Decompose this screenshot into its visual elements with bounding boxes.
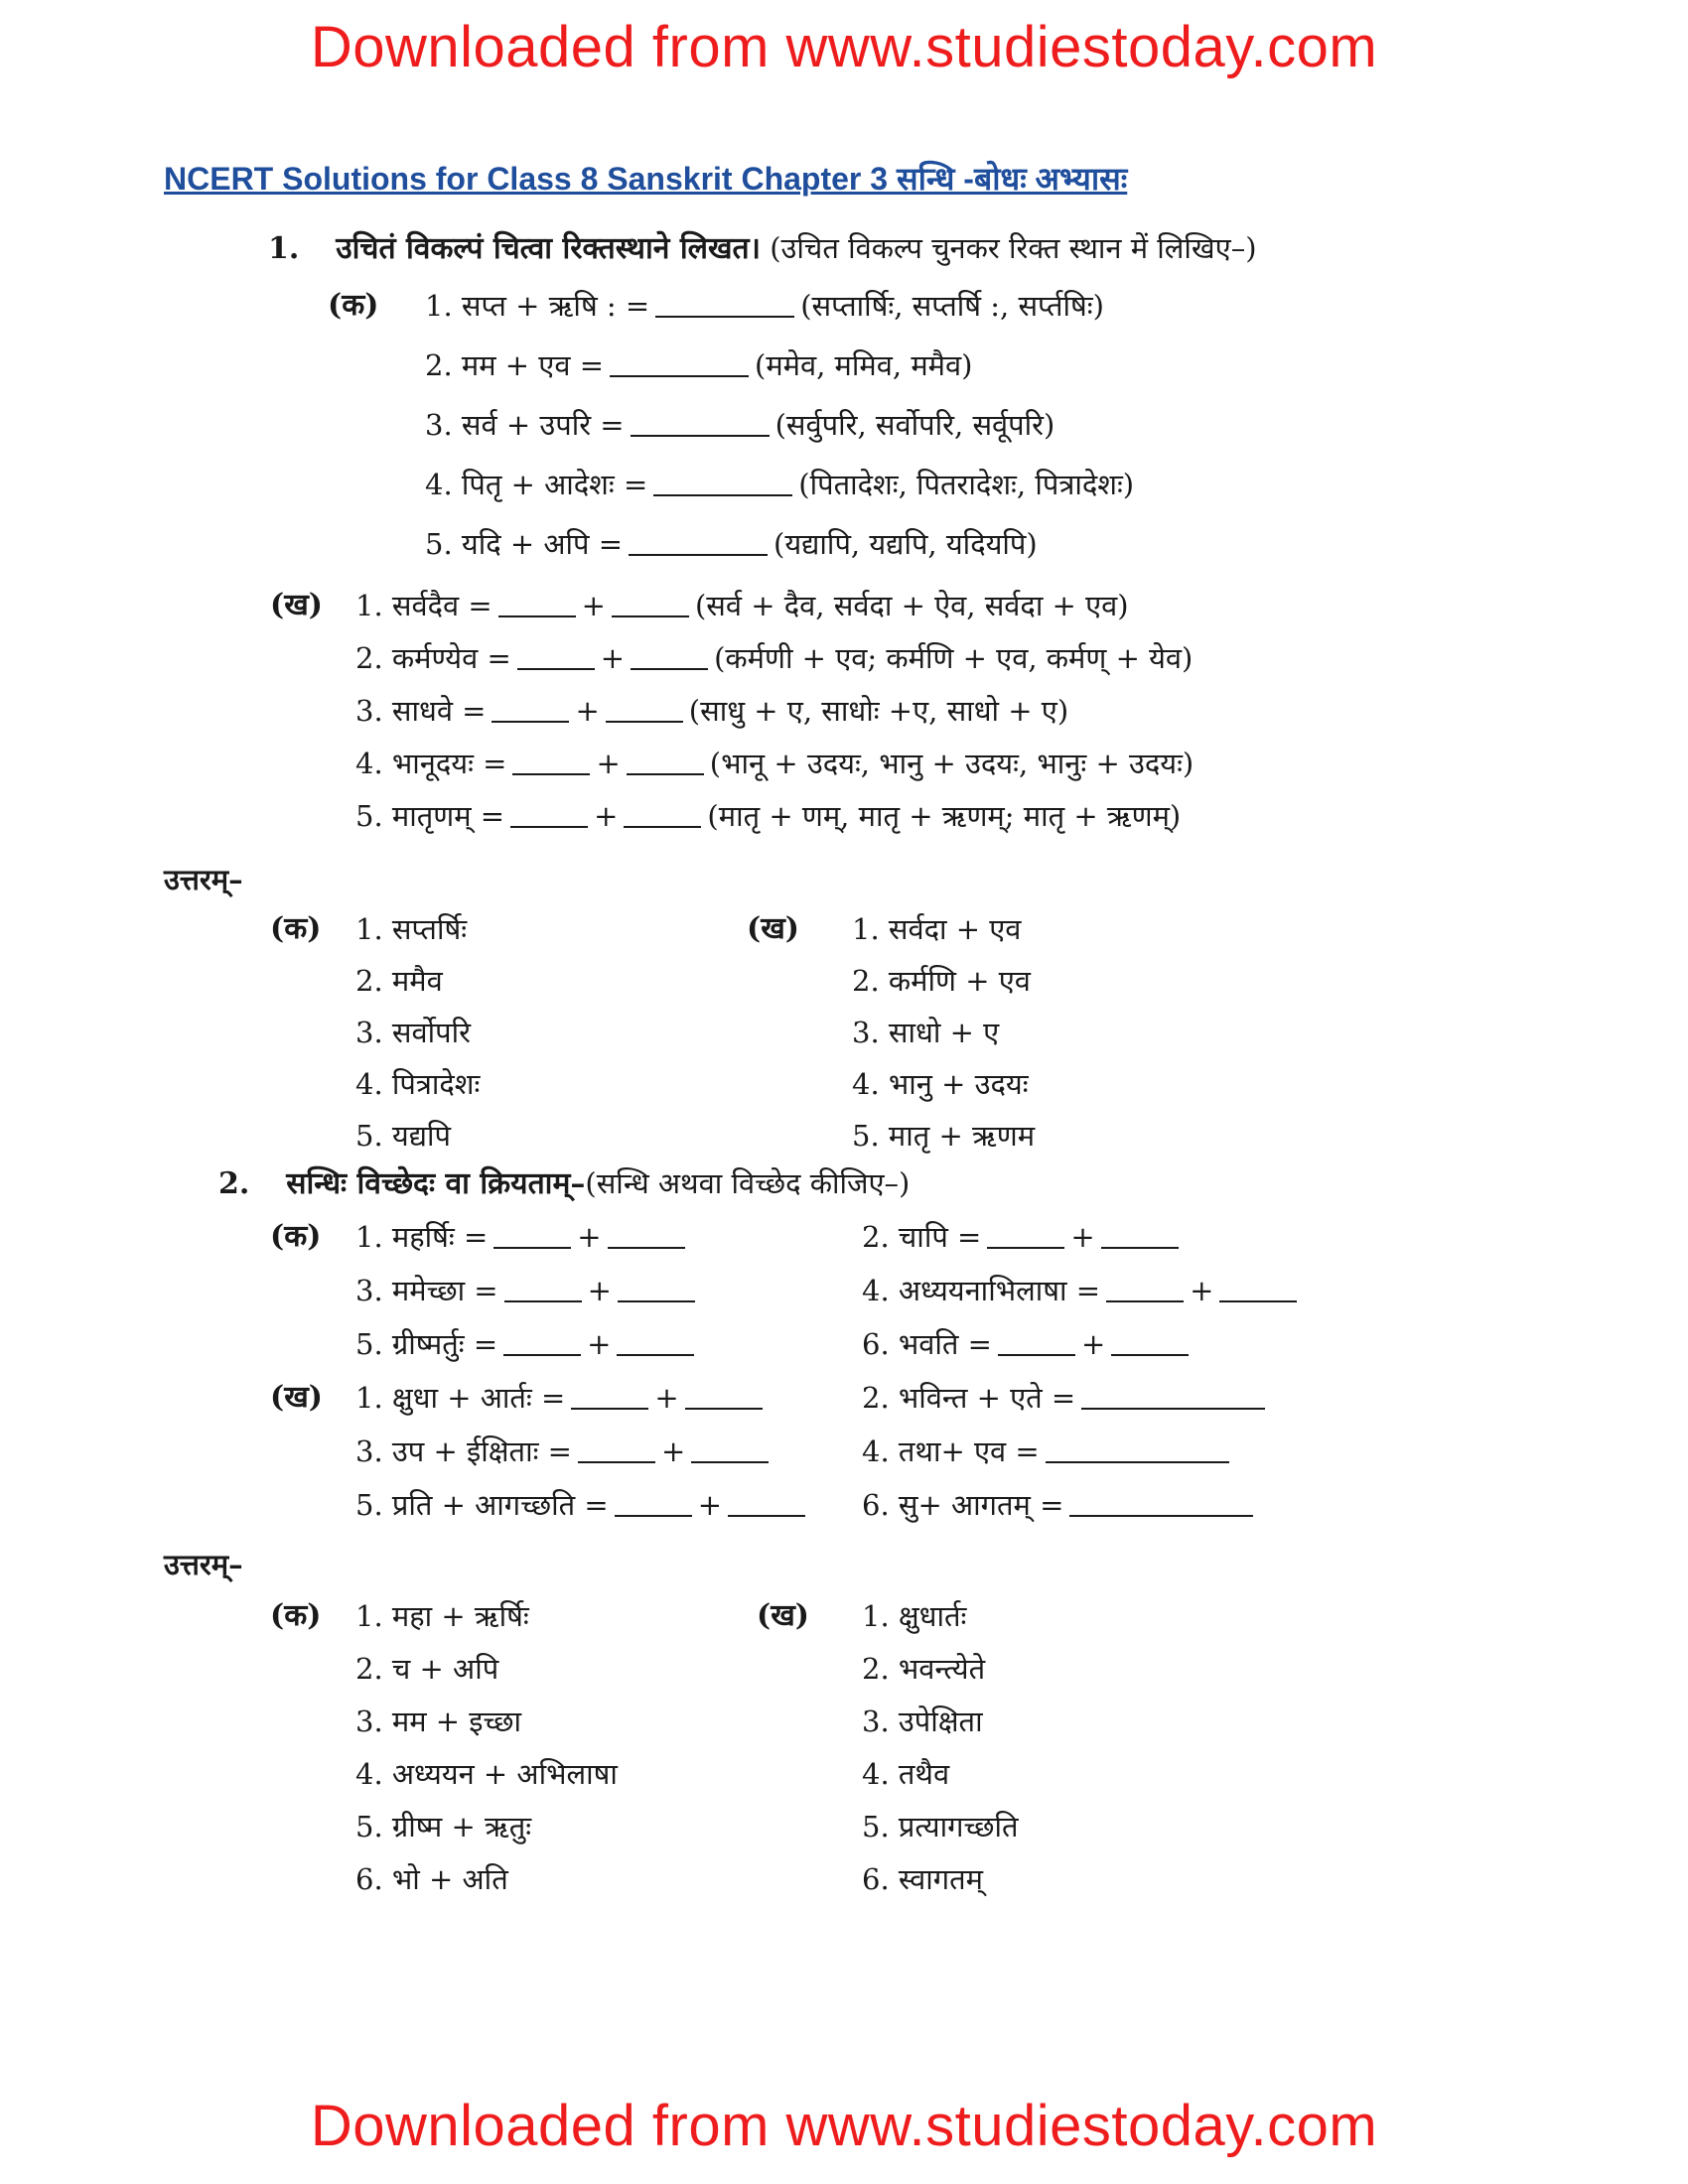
q2-ka-item: 1. महर्षिः = + — [355, 1219, 691, 1255]
ans2-label: उत्तरम्– — [164, 1548, 243, 1581]
q1-ka-row: 1. सप्त + ऋषि : = (सप्तार्षिः, सप्तर्षि :, सर्प्तषिः) — [425, 289, 1104, 323]
q2-heading — [218, 1165, 910, 1202]
ans2-kha-item: 4. तथैव — [862, 1757, 950, 1791]
q1-ka-row: 2. मम + एव = (ममेव, ममिव, ममैव) — [425, 348, 973, 382]
q1-ka-row: 5. यदि + अपि = (यद्यापि, यद्यपि, यदियपि) — [425, 527, 1038, 561]
q2-kha-item: 5. प्रति + आगच्छति = + — [355, 1487, 811, 1523]
banner-top: Downloaded from www.studiestoday.com — [310, 15, 1378, 79]
q2-kha-label: (ख) — [270, 1380, 323, 1415]
ans1-kha-item: 3. साधो + ए — [852, 1016, 1000, 1049]
ans2-ka-item: 1. महा + ऋर्षिः — [355, 1599, 529, 1633]
q2-kha-item: 2. भविन्त + एते = — [862, 1380, 1271, 1416]
ans2-kha-item: 1. क्षुधार्तः — [862, 1599, 967, 1633]
ans2-ka-item: 4. अध्ययन + अभिलाषा — [355, 1757, 618, 1791]
q1-ka-row: 3. सर्व + उपरि = (सर्वुपरि, सर्वोपरि, सर्वूपरि) — [425, 408, 1055, 442]
ans1-ka-item: 5. यद्यपि — [355, 1119, 451, 1153]
ans1-kha-item: 4. भानु + उदयः — [852, 1067, 1029, 1101]
q1-ka-row: 4. पितृ + आदेशः = (पितादेशः, पितरादेशः, पित्रादेशः) — [425, 468, 1135, 501]
ans1-ka-item: 4. पित्रादेशः — [355, 1067, 481, 1101]
q2-ka-item: 4. अध्ययनाभिलाषा = + — [862, 1273, 1303, 1308]
ans1-kha-item: 5. मातृ + ऋणम — [852, 1119, 1036, 1153]
ans2-ka-item: 5. ग्रीष्म + ऋतुः — [355, 1810, 532, 1843]
ans2-ka-item: 6. भो + अति — [355, 1862, 508, 1896]
q1-heading — [268, 230, 1257, 267]
q2-ka-item: 5. ग्रीष्मर्तुः = + — [355, 1326, 700, 1362]
q1-kha-label: (ख) — [270, 588, 323, 622]
ans1-kha-item: 1. सर्वदा + एव — [852, 912, 1022, 946]
q2-number: 2. — [218, 1166, 250, 1201]
ans2-kha-label: (ख) — [757, 1598, 809, 1633]
ans1-ka-item: 3. सर्वोपरि — [355, 1016, 471, 1049]
ans1-kha-label: (ख) — [747, 911, 799, 946]
q2-ka-item: 3. ममेच्छा = + — [355, 1273, 701, 1308]
ans1-ka-item: 1. सप्तर्षिः — [355, 912, 468, 946]
q1-kha-row: 1. सर्वदैव = + (सर्व + दैव, सर्वदा + ऐव, सर्वदा + एव) — [355, 589, 1129, 622]
banner-bottom: Downloaded from www.studiestoday.com — [310, 2094, 1378, 2158]
ans2-ka-item: 3. मम + इच्छा — [355, 1705, 522, 1738]
ans2-ka-label: (क) — [270, 1598, 322, 1633]
q1-ka-label: (क) — [328, 288, 379, 323]
q1-number: 1. — [268, 231, 300, 266]
q2-kha-item: 3. उप + ईक्षिताः = + — [355, 1433, 774, 1469]
q2-hint: (सन्धि अथवा विच्छेद कीजिए–) — [585, 1166, 911, 1200]
ans1-label: उत्तरम्– — [164, 863, 243, 896]
q2-ka-label: (क) — [270, 1219, 322, 1254]
ans1-ka-item: 2. ममैव — [355, 964, 443, 998]
q2-kha-item: 4. तथा+ एव = — [862, 1433, 1235, 1469]
ans2-kha-item: 3. उपेक्षिता — [862, 1705, 983, 1738]
q1-kha-row: 2. कर्मण्येव = + (कर्मणी + एव; कर्मणि + एव, कर्मण् + येव) — [355, 641, 1194, 675]
page-title[interactable]: NCERT Solutions for Class 8 Sanskrit Chapter 3 सन्धि -बोधः अभ्यासः — [164, 161, 1128, 197]
q1-kha-row: 3. साधवे = + (साधु + ए, साधोः +ए, साधो + ए) — [355, 694, 1069, 728]
q1-text: उचितं विकल्पं चित्वा रिक्तस्थाने लिखत। — [336, 231, 761, 266]
q2-ka-item: 6. भवति = + — [862, 1326, 1195, 1362]
q2-ka-item: 2. चापि = + — [862, 1219, 1185, 1255]
ans1-ka-label: (क) — [270, 911, 322, 946]
q1-kha-row: 5. मातृणम् = + (मातृ + णम्, मातृ + ऋणम्; मातृ + ऋणम्) — [355, 799, 1182, 833]
q1-kha-row: 4. भानूदयः = + (भानू + उदयः, भानु + उदयः, भानुः + उदयः) — [355, 747, 1195, 780]
ans2-kha-item: 5. प्रत्यागच्छति — [862, 1810, 1019, 1843]
q2-text: सन्धिः विच्छेदः वा क्रियताम्– — [286, 1166, 586, 1201]
q2-kha-item: 6. सु+ आगतम् = — [862, 1487, 1259, 1523]
ans2-kha-item: 2. भवन्त्येते — [862, 1652, 986, 1686]
q1-hint: (उचित विकल्प चुनकर रिक्त स्थान में लिखिए–) — [770, 231, 1257, 265]
ans2-ka-item: 2. च + अपि — [355, 1652, 499, 1686]
q2-kha-item: 1. क्षुधा + आर्तः = + — [355, 1380, 769, 1416]
ans1-kha-item: 2. कर्मणि + एव — [852, 964, 1031, 998]
ans2-kha-item: 6. स्वागतम् — [862, 1862, 984, 1896]
